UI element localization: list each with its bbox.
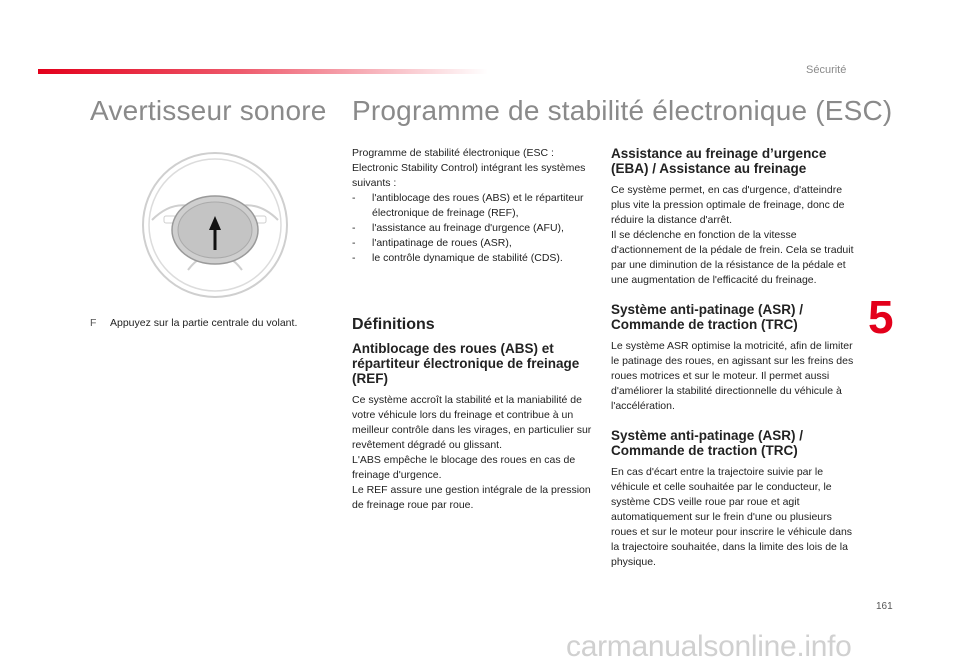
abs-section [352,341,602,513]
bullet-icon: F [90,317,97,329]
abs-text-3: Le REF assure une gestion intégrale de la pression de freinage roue par roue. [352,484,591,511]
asr-text: Le système ASR optimise la motricité, afin de limiter le patinage des roues, en agissant sur les freins des roues motrices et sur le moteur. Il permet aussi d'améliorer la stabilité directionnelle du véhicule à l'accélération. [611,340,854,412]
abs-heading: Antiblocage des roues (ABS) et répartiteur électronique de freinage (REF) [352,341,580,386]
list-item: - l'antiblocage des roues (ABS) et le répartiteur électronique de freinage (REF), [352,192,584,219]
esc-intro [352,146,602,266]
header-accent-bar [38,69,488,74]
chapter-number: 5 [868,291,894,343]
page-number: 161 [876,601,893,612]
eba-section [611,146,856,288]
horn-title: Avertisseur sonore [90,95,327,126]
right-column [611,146,856,584]
eba-heading: Assistance au freinage d’urgence (EBA) / Assistance au freinage [611,146,827,176]
asr-section [611,302,856,414]
abs-text-1: Ce système accroît la stabilité et la maniabilité de votre véhicule lors du freinage et contribue à un meilleur contrôle dans les virages, en particulier sur revêtement dégradé ou glissant. [352,394,592,451]
list-item: - le contrôle dynamique de stabilité (CDS). [352,252,563,264]
eba-text-1: Ce système permet, en cas d'urgence, d'atteindre plus vite la pression optimale de freinage, donc de réduire la distance d'arrêt. [611,184,845,226]
steering-wheel-illustration [130,150,300,300]
list-item: - l'assistance au freinage d'urgence (AFU), [352,222,564,234]
definitions-heading: Définitions [352,316,435,333]
esc-systems-list [352,191,602,266]
asr-heading: Système anti-patinage (ASR) / Commande de traction (TRC) [611,302,804,332]
cds-section [611,428,856,570]
horn-instruction [90,316,330,330]
abs-text-2: L'ABS empêche le blocage des roues en cas de freinage d'urgence. [352,454,576,481]
watermark: carmanualsonline.info [566,630,852,663]
section-label: Sécurité [806,64,847,76]
list-item: - l'antipatinage de roues (ASR), [352,237,512,249]
cds-heading: Système anti-patinage (ASR) / Commande de traction (TRC) [611,428,804,458]
esc-title: Programme de stabilité électronique (ESC) [352,95,893,126]
eba-text-2: Il se déclenche en fonction de la vitesse d'actionnement de la pédale de frein. Cela se traduit par une diminution de la résistance de la pédale et une augmentation de l'efficacité du freinage. [611,229,854,286]
horn-instruction-text: Appuyez sur la partie centrale du volant. [110,317,298,329]
esc-intro-text: Programme de stabilité électronique (ESC : Electronic Stability Control) intégrant les systèmes suivants : [352,147,586,189]
cds-text: En cas d'écart entre la trajectoire suivie par le véhicule et celle souhaitée par le conducteur, le système CDS veille roue par roue et agit automatiquement sur le frein d'une ou plusieurs roues et sur le moteur pour inscrire le véhicule dans la trajectoire souhaitée, dans la limite des lois de la physique. [611,466,853,568]
